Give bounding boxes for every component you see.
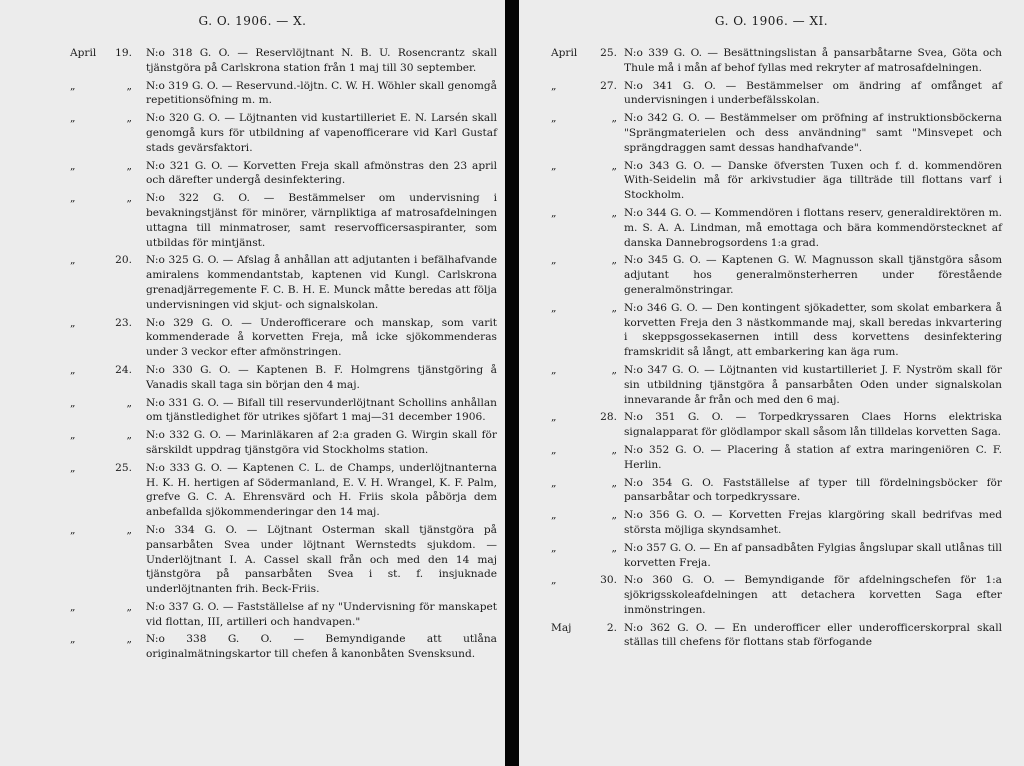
order-entry [0, 316, 505, 360]
entry-text: N:o 343 G. O. — Danske öfversten Tuxen och f. d. kommendören With-Seidelin må för arkivstudier äga tillträde till flottans varf i Stockholm. [624, 159, 1002, 202]
entry-day: 20. [115, 254, 132, 267]
entry-day: „ [611, 476, 617, 489]
order-entry [0, 396, 505, 426]
entry-day: „ [611, 301, 617, 314]
order-entry [0, 600, 505, 630]
entry-text: N:o 318 G. O. — Reservlöjtnant N. B. U. Rosencrantz skall tjänstgöra på Carlskrona station från 1 maj till 30 september. [146, 47, 497, 74]
order-entry [519, 621, 1024, 651]
entry-day: „ [126, 79, 132, 92]
entry-text: N:o 346 G. O. — Den kontingent sjökadetter, som skolat embarkera å korvetten Freja den 3 nästkommande maj, skall beredas inkvartering i skeppsgossekasernen intill dess korvettens desinfektering framskridit så långt, att embarkering kan äga rum. [624, 301, 1002, 359]
entry-day: „ [126, 192, 132, 205]
entry-text: N:o 320 G. O. — Löjtnanten vid kustartilleriet E. N. Larsén skall genomgå kurs för utbildning af vapenofficerare vid Karl Gustaf stads gevärsfaktori. [146, 112, 497, 154]
entry-list [519, 46, 1024, 653]
order-entry [519, 541, 1024, 571]
order-entry [0, 159, 505, 189]
entry-day: 25. [600, 47, 617, 59]
order-entry [519, 508, 1024, 538]
order-entry [519, 573, 1024, 617]
order-entry [0, 363, 505, 393]
entry-month: „ [551, 79, 557, 92]
entry-month: „ [551, 411, 557, 424]
entry-text: N:o 330 G. O. — Kaptenen B. F. Holmgrens tjänstgöring å Vanadis skall taga sin början den 4 maj. [146, 363, 497, 391]
order-entry [0, 79, 505, 109]
entry-day: 30. [600, 574, 617, 587]
order-entry [519, 46, 1024, 76]
entry-month: „ [551, 112, 557, 125]
entry-month: „ [70, 396, 76, 409]
entry-month: „ [551, 301, 557, 314]
entry-text: N:o 352 G. O. — Placering å station af extra maringeniören C. F. Herlin. [624, 443, 1002, 471]
order-entry [0, 523, 505, 597]
entry-month: „ [551, 476, 557, 489]
entry-day: „ [611, 112, 617, 125]
entry-month: „ [70, 316, 76, 329]
entry-text: N:o 345 G. O. — Kaptenen G. W. Magnusson skall tjänstgöra såsom adjutant hos generalmönsterherren under förestående generalmönstringar. [624, 254, 1002, 296]
entry-day: „ [611, 541, 617, 554]
order-entry [519, 159, 1024, 203]
left-page [0, 0, 505, 766]
entry-month: „ [551, 206, 557, 219]
entry-text: N:o 319 G. O. — Reservund.-löjtn. C. W. H. Wöhler skall genomgå repetitionsöfning m. m. [146, 79, 497, 107]
entry-day: „ [611, 363, 617, 376]
entry-month: „ [551, 509, 557, 522]
page-header: G. O. 1906. — X. [198, 14, 307, 28]
entry-text: N:o 321 G. O. — Korvetten Freja skall afmönstras den 23 april och därefter undergå desinfektering. [146, 159, 497, 187]
entry-day: 23. [115, 316, 132, 329]
entry-month: „ [70, 429, 76, 442]
order-entry [519, 476, 1024, 506]
entry-month: „ [551, 254, 557, 267]
entry-month: „ [70, 192, 76, 205]
entry-month: „ [551, 443, 557, 456]
entry-month: „ [70, 79, 76, 92]
order-entry [519, 79, 1024, 109]
entry-day: 2. [606, 621, 617, 634]
right-page [519, 0, 1024, 766]
entry-day: 19. [115, 47, 132, 59]
order-entry [0, 632, 505, 662]
entry-text: N:o 362 G. O. — En underofficer eller underofficerskorpral skall ställas till chefens för flottans stab förfogande [624, 621, 1002, 649]
entry-day: „ [611, 509, 617, 522]
entry-day: 24. [115, 363, 132, 376]
order-entry [519, 206, 1024, 250]
entry-day: „ [126, 600, 132, 613]
entry-month: „ [70, 254, 76, 267]
entry-day: „ [126, 396, 132, 409]
entry-text: N:o 354 G. O. Fastställelse af typer till fördelningsböcker för pansarbåtar och torpedkryssare. [624, 476, 1002, 504]
order-entry [0, 461, 505, 520]
entry-day: „ [611, 159, 617, 172]
entry-day: „ [611, 443, 617, 456]
entry-month: „ [70, 363, 76, 376]
entry-month: „ [551, 574, 557, 587]
entry-month: „ [70, 633, 76, 646]
entry-day: 27. [600, 79, 617, 92]
entry-day: „ [126, 112, 132, 125]
entry-text: N:o 337 G. O. — Fastställelse af ny "Undervisning för manskapet vid flottan, III, artilleri och handvapen." [146, 600, 497, 628]
entry-day: 28. [600, 411, 617, 424]
entry-day: „ [611, 254, 617, 267]
entry-month: Maj [551, 621, 572, 634]
entry-day: „ [126, 429, 132, 442]
entry-day: „ [126, 159, 132, 172]
order-entry [519, 410, 1024, 440]
entry-day: „ [126, 633, 132, 646]
order-entry [519, 443, 1024, 473]
entry-month: „ [551, 159, 557, 172]
entry-day: „ [611, 206, 617, 219]
entry-text: N:o 333 G. O. — Kaptenen C. L. de Champs, underlöjtnanterna H. K. H. hertigen af Södermanland, E. V. H. Wrangel, K. F. Palm, grefve G. C. A. Ehrensvärd och H. Friis skola påbörja dem anbefallda sjökommenderingar den 14 maj. [146, 461, 497, 519]
entry-month: „ [70, 159, 76, 172]
entry-day: „ [126, 523, 132, 536]
entry-text: N:o 334 G. O. — Löjtnant Osterman skall tjänstgöra på pansarbåten Svea under löjtnant Wernstedts sjukdom. — Underlöjtnant I. A. Cassel skall från och med den 14 maj tjänstgöra på pansarbåten Svea i st. f. insjuknade underlöjtnanten frih. Beck-Friis. [146, 523, 497, 596]
entry-text: N:o 322 G. O. — Bestämmelser om undervisning i bevakningstjänst för minörer, värnpliktiga af matrosafdelningen uttagna till minmatroser, samt reservofficersaspiranter, som utbildas för mintjänst. [146, 192, 497, 249]
entry-text: N:o 332 G. O. — Marinläkaren af 2:a graden G. Wirgin skall för särskildt uppdrag tjänstgöra vid Stockholms station. [146, 429, 497, 456]
order-entry [519, 111, 1024, 155]
entry-text: N:o 331 G. O. — Bifall till reservunderlöjtnant Schollins anhållan om tjänstledighet för utrikes sjöfart 1 maj—31 december 1906. [146, 396, 497, 424]
entry-text: N:o 338 G. O. — Bemyndigande att utlåna originalmätningskartor till chefen å kanonbåten Svensksund. [146, 633, 497, 661]
order-entry [0, 428, 505, 458]
entry-month: April [551, 47, 578, 59]
entry-text: N:o 329 G. O. — Underofficerare och manskap, som varit kommenderade å korvetten Freja, må icke sjökommenderas under 3 veckor efter afmönstringen. [146, 316, 497, 359]
entry-text: N:o 360 G. O. — Bemyndigande för afdelningschefen för 1:a sjökrigsskoleafdelningen att detachera korvetten Saga efter inmönstringen. [624, 574, 1002, 616]
entry-day: 25. [115, 461, 132, 474]
entry-list [0, 46, 505, 665]
entry-text: N:o 347 G. O. — Löjtnanten vid kustartilleriet J. F. Nyström skall för sin utbildning tjänstgöra å pansarbåten Oden under signalskolan innevarande år från och med den 6 maj. [624, 363, 1002, 406]
entry-text: N:o 342 G. O. — Bestämmelser om pröfning af instruktionsböckerna "Sprängmaterielen och dess användning" samt "Minsvepet och sprängdraggen samt dessas handhafvande". [624, 112, 1002, 154]
entry-text: N:o 325 G. O. — Afslag å anhållan att adjutanten i befälhafvande amiralens kommendantstab, kaptenen vid Kungl. Carlskrona grenadjärregemente F. C. B. H. E. Munck måtte beredas att följa undervisningen vid skjut- och signalskolan. [146, 254, 497, 311]
order-entry [0, 191, 505, 250]
entry-text: N:o 341 G. O. — Bestämmelser om ändring af omfånget af undervisningen i underbefälsskolan. [624, 79, 1002, 107]
entry-text: N:o 351 G. O. — Torpedkryssaren Claes Horns elektriska signalapparat för glödlampor skall såsom lån tilldelas korvetten Saga. [624, 411, 1002, 439]
order-entry [0, 111, 505, 155]
entry-month: „ [70, 523, 76, 536]
entry-month: „ [70, 112, 76, 125]
order-entry [519, 363, 1024, 407]
entry-month: April [70, 47, 97, 59]
order-entry [0, 46, 505, 76]
order-entry [0, 253, 505, 312]
entry-text: N:o 344 G. O. — Kommendören i flottans reserv, generaldirektören m. m. S. A. A. Lindman, må emottaga och bära kommendörstecknet af danska Dannebrogsordens 1:a grad. [624, 206, 1002, 249]
entry-month: „ [551, 541, 557, 554]
book-spine [505, 0, 519, 766]
entry-text: N:o 357 G. O. — En af pansadbåten Fylgias ångslupar skall utlånas till korvetten Freja. [624, 541, 1002, 569]
order-entry [519, 253, 1024, 297]
entry-text: N:o 356 G. O. — Korvetten Frejas klargöring skall bedrifvas med största möjliga skyndsamhet. [624, 509, 1002, 536]
entry-text: N:o 339 G. O. — Besättningslistan å pansarbåtarne Svea, Göta och Thule må i mån af behof fyllas med rekryter af matrosafdelningen. [624, 47, 1002, 74]
order-entry [519, 301, 1024, 360]
entry-month: „ [551, 363, 557, 376]
page-header: G. O. 1906. — XI. [714, 14, 829, 28]
entry-month: „ [70, 461, 76, 474]
entry-month: „ [70, 600, 76, 613]
